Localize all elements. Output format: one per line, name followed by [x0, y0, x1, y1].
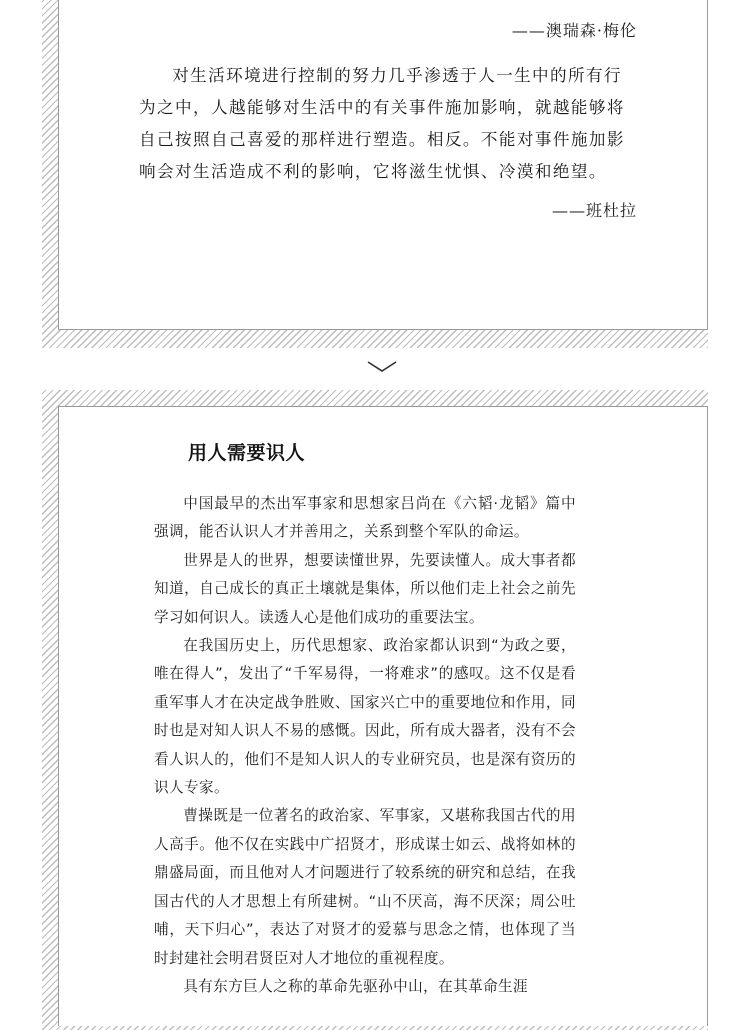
- article-paragraph-1: 中国最早的杰出军事家和思想家吕尚在《六韬·龙韬》篇中强调，能否认识人才并善用之，关系到整个军队的命运。: [154, 495, 576, 541]
- article-body: [154, 490, 576, 1001]
- quote-body: 对生活环境进行控制的努力几乎渗透于人一生中的所有行为之中，人越能够对生活中的有关事件施加影响，就越能够将自己按照自己喜爱的那样进行塑造。相反。不能对事件施加影响会对生活造成不利的影响，它将滋生忧惧、冷漠和绝望。: [139, 66, 625, 181]
- section-title: 用人需要识人: [188, 442, 306, 464]
- quote-attribution-bandura: ——班杜拉: [551, 201, 637, 220]
- chevron-down-icon: [366, 358, 398, 376]
- article-paragraph-4: 曹操既是一位著名的政治家、军事家，又堪称我国古代的用人高手。他不仅在实践中广招贤才，形成谋士如云、战将如林的鼎盛局面，而且他对人才问题进行了较系统的研究和总结，在我国古代的人才思想上有所建树。“山不厌高，海不厌深；周公吐哺，天下归心”，表达了对贤才的爱慕与思念之情，也体现了当时封建社会明君贤臣对人才地位的重视程度。: [154, 807, 576, 967]
- article-paragraph-5: 具有东方巨人之称的革命先驱孙中山，在其革命生涯: [183, 977, 529, 995]
- article-paragraph-2: 世界是人的世界，想要读懂世界，先要读懂人。成大事者都知道，自己成长的真正土壤就是集体，所以他们走上社会之前先学习如何识人。读透人心是他们成功的重要法宝。: [154, 551, 576, 626]
- quote-attribution-mellon: ——澳瑞森·梅伦: [511, 21, 637, 40]
- article-paragraph-3: 在我国历史上，历代思想家、政治家都认识到“为政之要，唯在得人”，发出了“千军易得，一将难求”的感叹。这不仅是看重军事人才在决定战争胜败、国家兴亡中的重要地位和作用，同时也是对知人识人不易的感慨。因此，所有成大器者，没有不会看人识人的，他们不是知人识人的专业研究员，也是深有资历的识人专家。: [154, 637, 576, 797]
- quote-card: [58, 0, 708, 330]
